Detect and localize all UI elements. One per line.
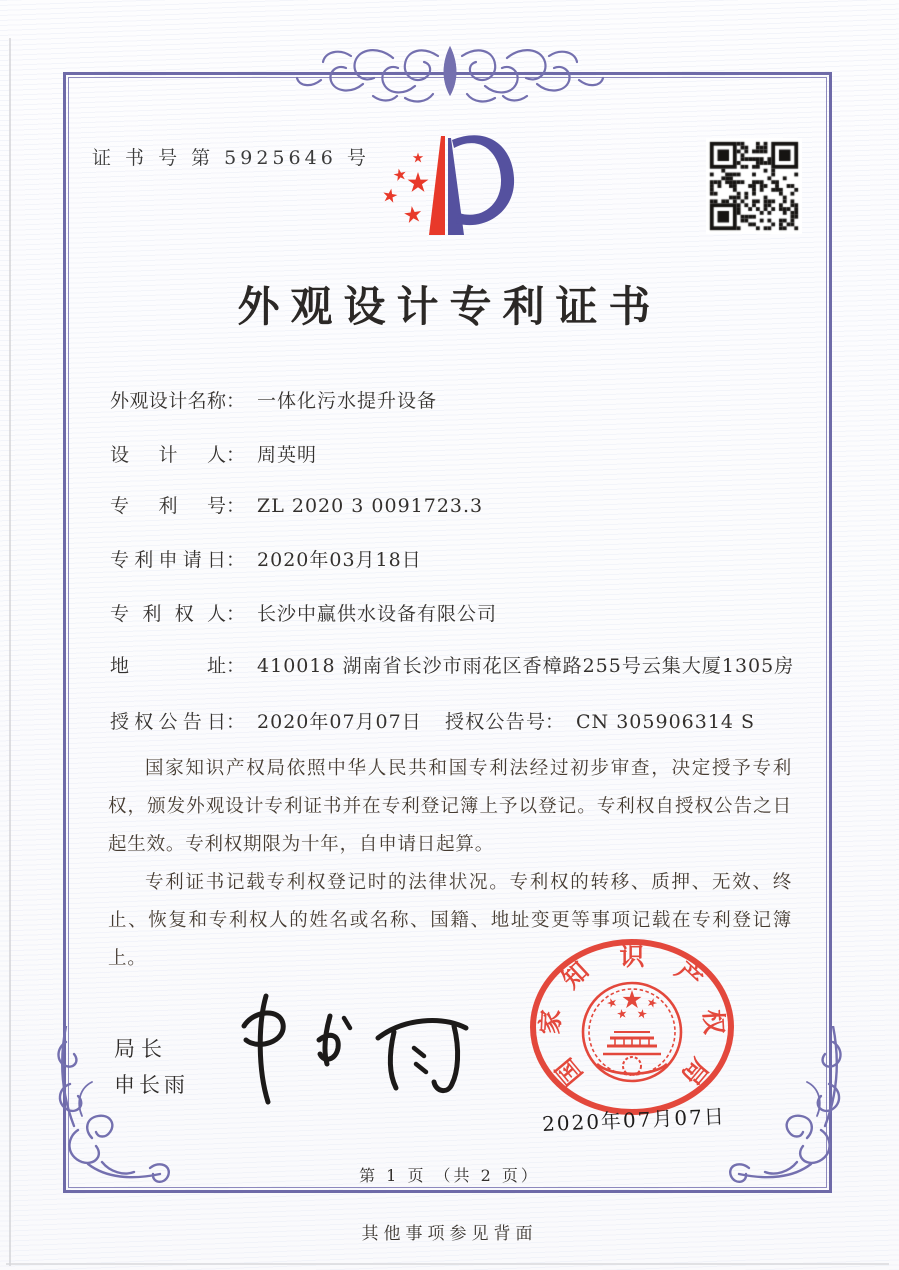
field-value: 一体化污水提升设备 bbox=[257, 390, 438, 412]
commissioner-signature bbox=[226, 990, 476, 1108]
field-value: 2020年03月18日 bbox=[257, 549, 422, 571]
field-value: ZL 2020 3 0091723.3 bbox=[257, 495, 484, 517]
field-label: 专利申请日 bbox=[110, 549, 226, 571]
signer-title: 局长 bbox=[114, 1037, 168, 1061]
field-designer: 设计人： 周英明 bbox=[110, 440, 810, 467]
field-value: 周英明 bbox=[257, 444, 318, 466]
page-indicator: 第 1 页 （共 2 页） bbox=[359, 1166, 540, 1185]
certificate-title: 外观设计专利证书 bbox=[237, 282, 662, 331]
legal-paragraph: 国家知识产权局依照中华人民共和国专利法经过初步审查，决定授予专利权，颁发外观设计专利证书并在专利登记簿上予以登记。专利权自授权公告之日起生效。专利权期限为十年，自申请日起算。 bbox=[108, 758, 792, 855]
field-label: 设计人 bbox=[110, 444, 226, 466]
field-value: 2020年07月07日 bbox=[257, 711, 422, 733]
field-design-name: 外观设计名称： 一体化污水提升设备 bbox=[110, 386, 810, 413]
svg-text:局: 局 bbox=[675, 1052, 715, 1091]
field-application-date: 专利申请日： 2020年03月18日 bbox=[110, 545, 810, 572]
field-label: 授权公告号 bbox=[445, 711, 545, 733]
certificate-number: 证 书 号 第 5925646 号 bbox=[92, 147, 370, 169]
field-label: 专利权人 bbox=[110, 603, 226, 625]
field-patentee: 专利权人： 长沙中赢供水设备有限公司 bbox=[110, 599, 810, 626]
field-label: 外观设计名称 bbox=[110, 390, 226, 412]
back-note: 其他事项参见背面 bbox=[361, 1224, 538, 1244]
national-emblem bbox=[583, 983, 681, 1081]
svg-text:知: 知 bbox=[556, 956, 595, 995]
official-seal bbox=[527, 938, 737, 1118]
field-value: 长沙中赢供水设备有限公司 bbox=[257, 603, 498, 625]
svg-text:产: 产 bbox=[669, 956, 708, 995]
paper-edge bbox=[6, 1263, 889, 1265]
legal-paragraph: 专利证书记载专利权登记时的法律状况。专利权的转移、质押、无效、终止、恢复和专利权人的姓名或名称、国籍、地址变更等事项记载在专利登记簿上。 bbox=[108, 872, 792, 969]
field-label: 授权公告日 bbox=[110, 711, 226, 733]
svg-text:家: 家 bbox=[535, 1008, 566, 1036]
field-label: 专利号 bbox=[110, 495, 226, 517]
field-value: CN 305906314 S bbox=[576, 711, 756, 733]
svg-text:权: 权 bbox=[698, 1008, 729, 1036]
field-patent-number: 专利号： ZL 2020 3 0091723.3 bbox=[110, 491, 810, 518]
field-address: 地址： 410018 湖南省长沙市雨花区香樟路255号云集大厦1305房 bbox=[110, 651, 810, 678]
qr-code bbox=[706, 138, 802, 234]
seal-date: 2020年07月07日 bbox=[541, 1104, 727, 1136]
field-value: 410018 湖南省长沙市雨花区香樟路255号云集大厦1305房 bbox=[257, 655, 795, 677]
paper-edge bbox=[9, 38, 11, 1266]
field-grant-number: 授权公告号： CN 305906314 S bbox=[445, 707, 755, 734]
svg-text:国: 国 bbox=[549, 1052, 589, 1091]
field-grant-date: 授权公告日： 2020年07月07日 授权公告号： CN 305906314 S bbox=[110, 707, 810, 734]
svg-text:识: 识 bbox=[619, 942, 645, 971]
field-label: 地址 bbox=[110, 655, 226, 677]
signer-name: 申长雨 bbox=[114, 1073, 189, 1097]
cnipa-logo-icon bbox=[372, 126, 517, 241]
